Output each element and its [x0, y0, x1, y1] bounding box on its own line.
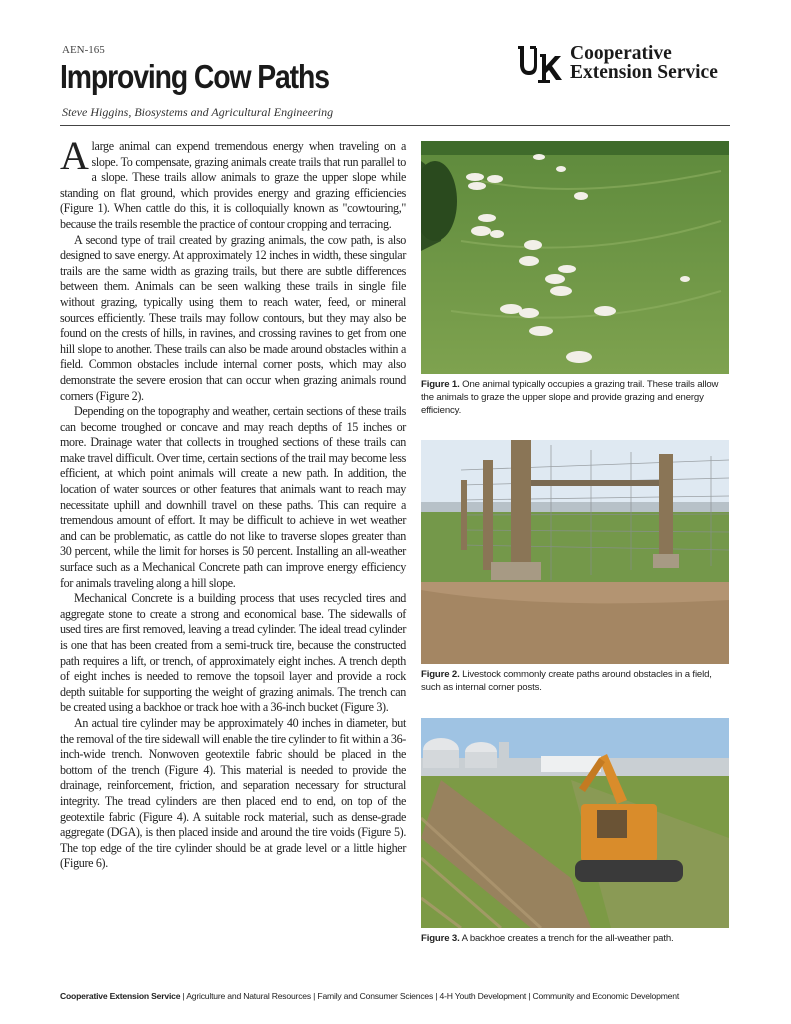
logo-line-1: Cooperative — [570, 43, 672, 64]
uk-extension-logo — [518, 44, 733, 86]
paragraph-4: Mechanical Concrete is a building process that uses recycled tires and aggregate stone to create a strong and economical base. The sidewalls of used tires are first removed, leaving a tread cylinder. The ideal tread cylinder is one that has been created from a semi-truck tire, because the constructed path requires a lift, or trench, of approximately eight inches. A trench depth of eight inches is needed to remove the topsoil layer and provide a rock depth suitable for supporting the weight of grazing animals. The trench can be created using a backhoe or track hoe with a 36-inch bucket (Figure 3). — [60, 591, 406, 715]
figure-1-photo — [421, 141, 729, 374]
paragraph-3: Depending on the topography and weather, certain sections of these trails can become troughed or concave and may reach depths of 15 inches or more. Drainage water that collects in troughed sections of these trails can make travel difficult. Over time, certain sections of the trail may become less efficient, at which point animals will create a new path. In addition, the location of water sources or other features that animals want to reach may necessitate uphill and downhill travel on these paths. This can require a tremendous amount of effort. It may be difficult to achieve in wet weather and can be problematic, as cattle do not like to traverse slopes greater than 30 percent, while the limit for horses is 50 percent. Installing an all-weather surface such as a Mechanical Concrete path can improve energy efficiency for animals traveling along a hill slope. — [60, 404, 406, 590]
figure-2-caption: Figure 2. Livestock commonly create paths around obstacles in a field, such as internal corner posts. — [421, 669, 712, 693]
figure-2-photo — [421, 440, 729, 664]
page-footer — [60, 991, 732, 1001]
figure-2 — [421, 440, 729, 694]
paragraph-2: A second type of trail created by grazing animals, the cow path, is also designed to save energy. At approximately 12 inches in width, these singular trails are the same width as grazing trails, but there are subtle differences between them. Animals can be seen walking these trails in single file without grazing, typically using them to reach water, feed, or mineral sources efficiently. These trails may follow contours, but they may also be found on the crests of hills, in ravines, and crossing ravines to get from one hill slope to another. These trails can also be made around obstacles within a field. Common obstacles include internal corner posts, which may also demonstrate the severe erosion that can occur when grazing animals round corners (Figure 2). — [60, 232, 406, 403]
uk-logo-icon — [518, 44, 566, 84]
figure-3 — [421, 718, 729, 945]
header-rule — [60, 125, 730, 126]
figure-3-photo — [421, 718, 729, 928]
drop-cap: A — [60, 133, 89, 178]
footer-programs: | Agriculture and Natural Resources | Family and Consumer Sciences | 4-H Youth Development | Community and Economic Development — [180, 991, 680, 1001]
figure-1-caption: Figure 1. One animal typically occupies a grazing trail. These trails allow the animals to graze the upper slope and provide grazing and energy efficiency. — [421, 379, 719, 416]
figure-3-caption: Figure 3. A backhoe creates a trench for the all-weather path. — [421, 933, 674, 944]
author-line: Steve Higgins, Biosystems and Agricultural Engineering — [62, 105, 334, 119]
publication-id: AEN-165 — [62, 44, 105, 56]
figure-1 — [421, 141, 729, 417]
paragraph-1: Alarge animal can expend tremendous energy when traveling on a slope. To compensate, grazing animals create trails that run parallel to a slope. These trails allow animals to graze the upper slope while standing on flat ground, which provides energy and grazing efficiencies (Figure 1). When cattle do this, it is colloquially known as "cowtouring," because the trails resemble the practice of contour cropping and terracing. — [60, 133, 406, 231]
footer-org: Cooperative Extension Service — [60, 991, 181, 1001]
body-text-column — [60, 133, 406, 872]
paragraph-5: An actual tire cylinder may be approximately 40 inches in diameter, but the removal of the tire sidewall will enable the tire cylinder to fit within a 36-inch-wide trench. Nonwoven geotextile fabric should be placed in the bottom of the trench (Figure 4). This material is needed to provide the drainage, reinforcement, friction, and separation necessary for structural integrity. The tread cylinders are then placed end to end, on top of the geotextile fabric (Figure 4). A suitable rock material, such as dense-grade aggregate (DGA), is then placed inside and around the tire voids (Figure 5). The top edge of the tire cylinder should be at grade level or a little higher (Figure 6). — [60, 715, 406, 871]
logo-line-2: Extension Service — [570, 62, 718, 83]
page-title: Improving Cow Paths — [60, 58, 329, 95]
